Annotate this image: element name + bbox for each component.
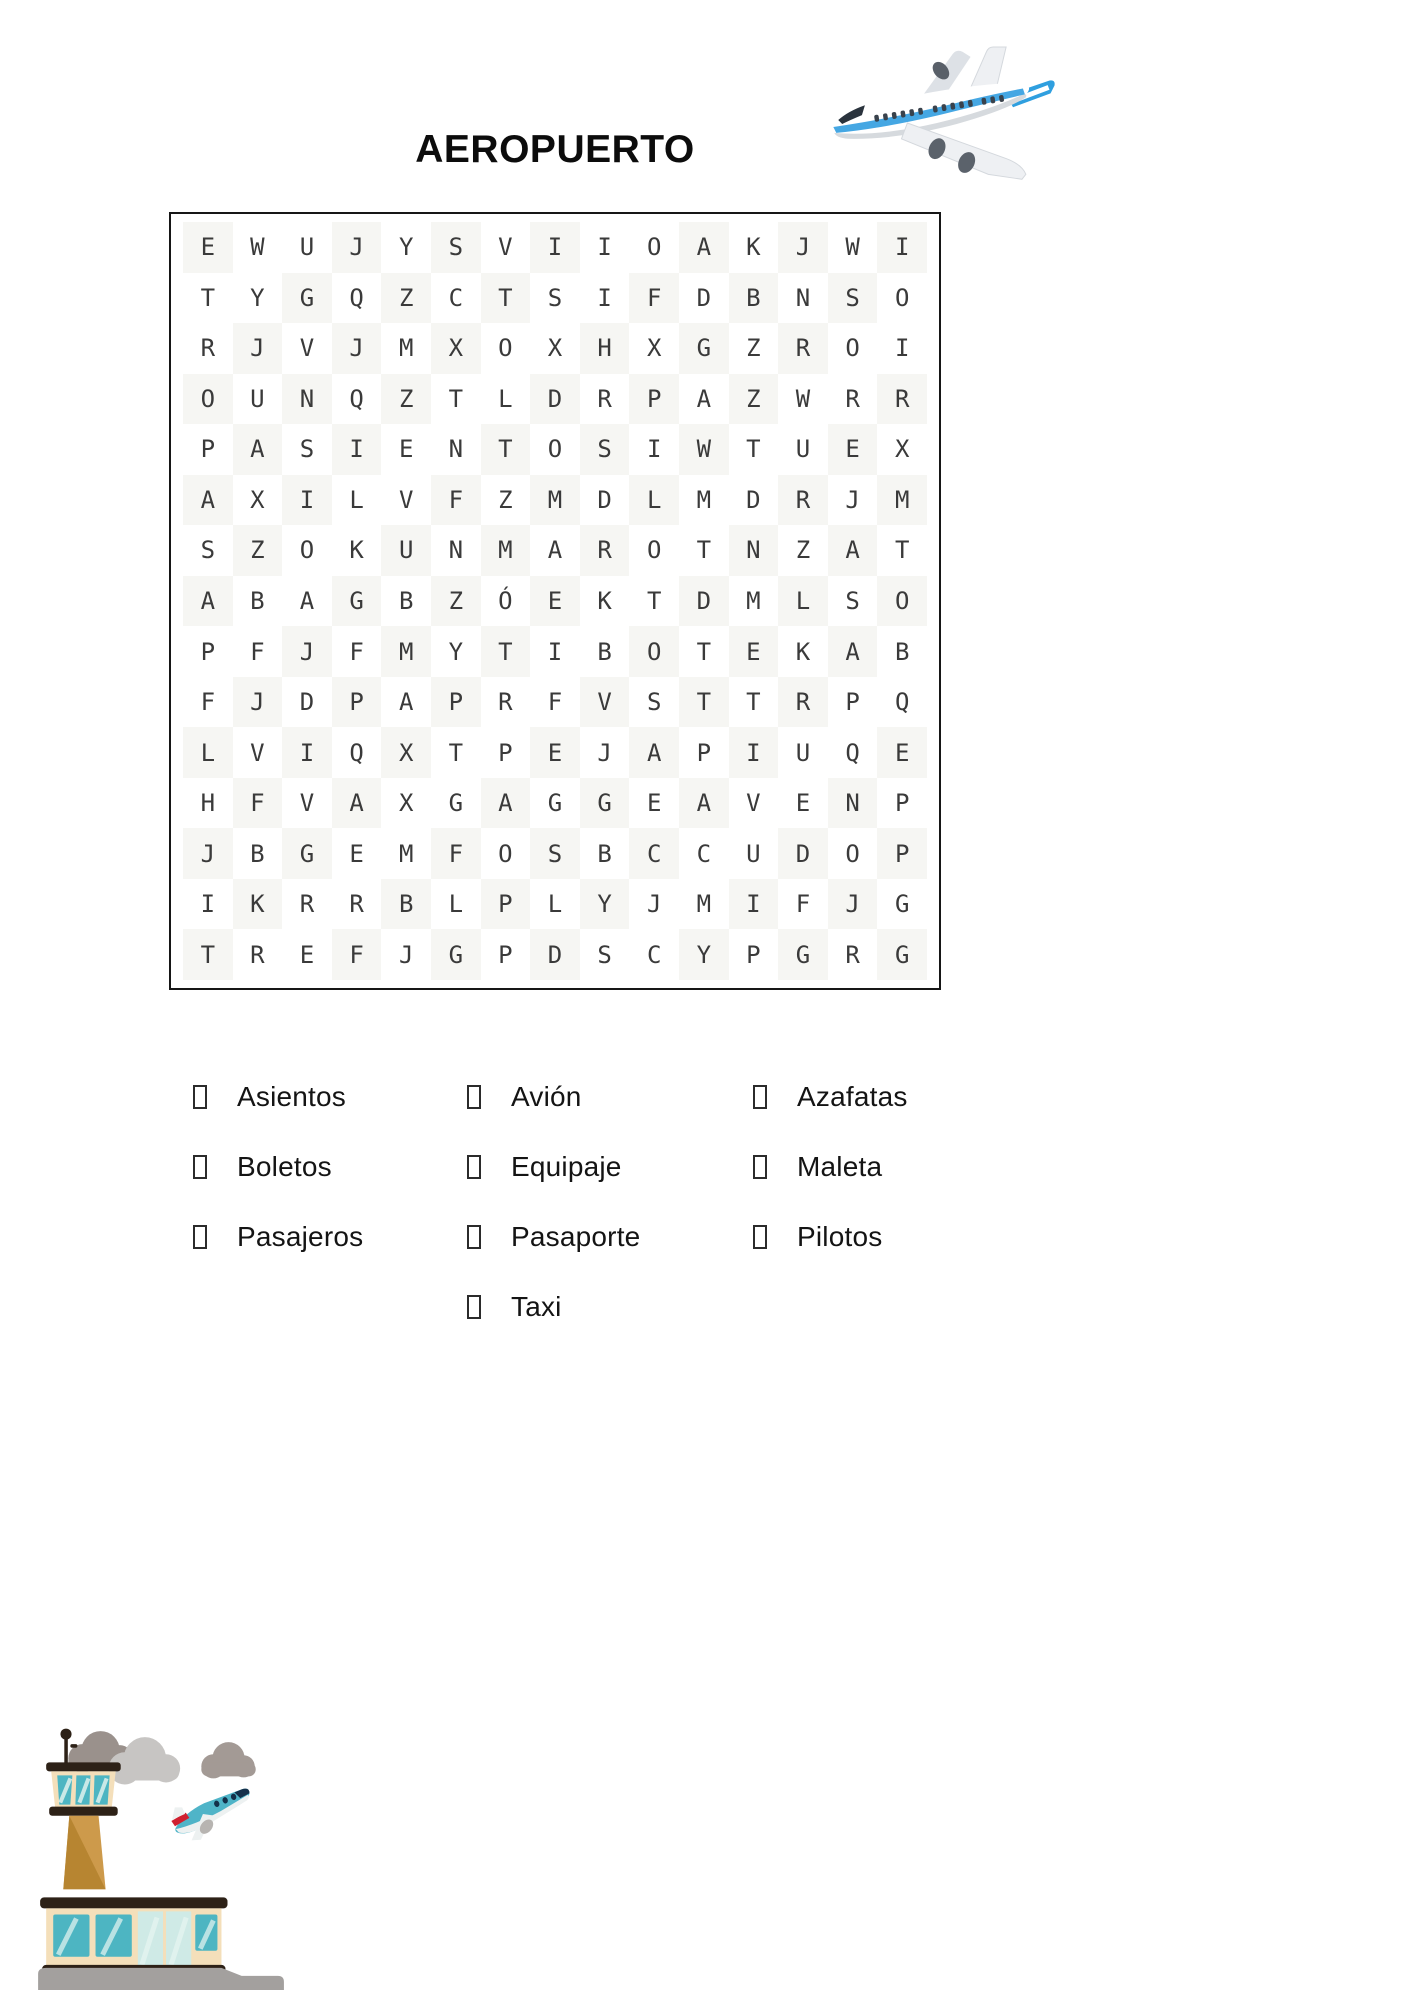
grid-cell: J: [332, 323, 382, 374]
word-checkbox[interactable]: [467, 1085, 481, 1109]
grid-cell: P: [332, 677, 382, 728]
grid-cell: L: [629, 475, 679, 526]
word-checkbox[interactable]: [193, 1225, 207, 1249]
grid-cell: E: [530, 576, 580, 627]
grid-cell: P: [431, 677, 481, 728]
grid-cell: T: [183, 929, 233, 980]
runway-ground-icon: [38, 1968, 284, 1990]
grid-cell: N: [448, 536, 464, 565]
grid-cell: N: [795, 283, 811, 312]
grid-cell: F: [629, 273, 679, 324]
grid-cell: I: [729, 879, 779, 930]
grid-cell: R: [597, 384, 612, 413]
grid-cell: R: [778, 323, 828, 374]
grid-cell: O: [547, 435, 563, 464]
grid-cell: G: [332, 576, 382, 627]
grid-cell: I: [646, 435, 662, 464]
grid-cell: E: [646, 789, 662, 818]
grid-cell: L: [349, 485, 364, 514]
grid-cell: J: [183, 828, 233, 879]
grid-cell: P: [877, 828, 927, 879]
grid-cell: I: [597, 233, 612, 262]
grid-cell: R: [299, 890, 315, 919]
grid-cell: Z: [729, 374, 779, 425]
grid-cell: X: [431, 323, 481, 374]
grid-cell: Y: [580, 879, 630, 930]
grid-cell: V: [398, 485, 414, 514]
grid-cell: R: [498, 688, 513, 717]
grid-cell: B: [381, 879, 431, 930]
grid-cell: E: [349, 839, 364, 868]
grid-cell: I: [200, 890, 216, 919]
grid-cell: S: [530, 828, 580, 879]
word-label: Boletos: [237, 1151, 332, 1182]
grid-cell: T: [448, 738, 464, 767]
grid-cell: J: [332, 222, 382, 273]
grid-cell: A: [696, 384, 712, 413]
grid-cell: B: [894, 637, 910, 666]
grid-cell: X: [381, 727, 431, 778]
cloud-right-icon: [201, 1742, 255, 1778]
grid-cell: F: [332, 929, 382, 980]
grid-cell: M: [530, 475, 580, 526]
grid-cell: M: [746, 586, 761, 615]
grid-cell: C: [629, 828, 679, 879]
grid-cell: D: [530, 929, 580, 980]
grid-cell: P: [200, 435, 216, 464]
grid-cell: O: [877, 576, 927, 627]
word-label: Taxi: [511, 1291, 562, 1322]
grid-cell: O: [646, 233, 662, 262]
grid-cell: F: [431, 475, 481, 526]
grid-cell: A: [233, 424, 283, 475]
grid-cell: G: [580, 778, 630, 829]
grid-cell: N: [828, 778, 878, 829]
grid-cell: O: [498, 839, 513, 868]
grid-cell: W: [795, 384, 811, 413]
word-item: [193, 1080, 363, 1114]
grid-cell: P: [498, 738, 513, 767]
grid-cell: F: [349, 637, 364, 666]
grid-cell: J: [233, 677, 283, 728]
word-item: [193, 1150, 363, 1184]
grid-cell: Y: [679, 929, 729, 980]
grid-cell: O: [498, 334, 513, 363]
grid-cell: H: [200, 789, 216, 818]
grid-cell: G: [778, 929, 828, 980]
grid-cell: E: [398, 435, 414, 464]
grid-cell: G: [282, 828, 332, 879]
word-item: [193, 1220, 363, 1254]
grid-cell: R: [778, 677, 828, 728]
word-label: Equipaje: [511, 1151, 622, 1182]
grid-cell: H: [580, 323, 630, 374]
grid-cell: F: [200, 688, 216, 717]
airport-icon: [24, 1720, 294, 1990]
grid-cell: E: [299, 940, 315, 969]
grid-cell: G: [431, 929, 481, 980]
grid-cell: F: [547, 688, 563, 717]
grid-cell: C: [646, 940, 662, 969]
grid-cell: P: [894, 789, 910, 818]
grid-cell: I: [597, 283, 612, 312]
grid-cell: Z: [795, 536, 811, 565]
grid-cell: B: [597, 637, 612, 666]
grid-cell: A: [398, 688, 414, 717]
grid-cell: V: [746, 789, 761, 818]
grid-cell: R: [200, 334, 216, 363]
grid-cell: C: [696, 839, 712, 868]
grid-cell: D: [746, 485, 761, 514]
grid-cell: P: [746, 940, 761, 969]
grid-cell: K: [795, 637, 811, 666]
grid-cell: T: [679, 677, 729, 728]
grid-cell: R: [845, 384, 860, 413]
word-label: Azafatas: [797, 1081, 908, 1112]
word-label: Maleta: [797, 1151, 883, 1182]
word-search-grid: [169, 212, 941, 990]
terminal-building-icon: [40, 1897, 227, 1974]
grid-cell: L: [778, 576, 828, 627]
grid-cell: J: [778, 222, 828, 273]
word-checkbox[interactable]: [467, 1225, 481, 1249]
grid-cell: S: [200, 536, 216, 565]
grid-cell: F: [795, 890, 811, 919]
small-plane-icon: [168, 1786, 258, 1846]
grid-cell: B: [398, 586, 414, 615]
grid-cell: I: [547, 637, 563, 666]
grid-cell: T: [696, 536, 712, 565]
grid-cell: Z: [498, 485, 513, 514]
grid-cell: E: [183, 222, 233, 273]
grid-cell: O: [845, 334, 860, 363]
grid-cell: R: [580, 525, 630, 576]
word-item: [753, 1220, 908, 1254]
grid-cell: B: [250, 839, 265, 868]
grid-cell: S: [547, 283, 563, 312]
grid-cell: N: [282, 374, 332, 425]
grid-cell: T: [481, 273, 531, 324]
grid-cell: S: [580, 424, 630, 475]
grid-cell: Q: [349, 738, 364, 767]
grid-cell: L: [498, 384, 513, 413]
grid-cell: U: [746, 839, 761, 868]
grid-cell: O: [629, 626, 679, 677]
grid-cell: W: [679, 424, 729, 475]
grid-cell: P: [845, 688, 860, 717]
grid-cell: E: [530, 727, 580, 778]
grid-cell: Y: [250, 283, 265, 312]
grid-cell: E: [729, 626, 779, 677]
grid-cell: G: [877, 929, 927, 980]
grid-cell: Q: [349, 283, 364, 312]
grid-cell: J: [597, 738, 612, 767]
grid-cell: A: [183, 475, 233, 526]
grid-cell: T: [696, 637, 712, 666]
grid-cell: R: [250, 940, 265, 969]
word-item: [753, 1080, 908, 1114]
grid-cell: O: [894, 283, 910, 312]
grid-cell: T: [481, 424, 531, 475]
grid-cell: C: [448, 283, 464, 312]
grid-cell: T: [646, 586, 662, 615]
grid-cell: M: [398, 334, 414, 363]
word-checkbox[interactable]: [467, 1295, 481, 1319]
grid-cell: F: [431, 828, 481, 879]
grid-cell: A: [547, 536, 563, 565]
grid-cell: T: [481, 626, 531, 677]
word-item: [753, 1150, 908, 1184]
grid-cell: N: [729, 525, 779, 576]
grid-cell: M: [877, 475, 927, 526]
grid-cell: P: [200, 637, 216, 666]
grid-cell: D: [530, 374, 580, 425]
grid-cell: V: [580, 677, 630, 728]
grid-cell: A: [828, 525, 878, 576]
grid-cell: Y: [448, 637, 464, 666]
grid-cell: B: [250, 586, 265, 615]
word-label: Pasajeros: [237, 1221, 364, 1252]
grid-cell: K: [349, 536, 364, 565]
grid-cell: S: [597, 940, 612, 969]
grid-cell: R: [349, 890, 364, 919]
grid-cell: X: [646, 334, 662, 363]
grid-cell: E: [877, 727, 927, 778]
grid-cell: Z: [431, 576, 481, 627]
grid-cell: O: [183, 374, 233, 425]
grid-cell: D: [597, 485, 612, 514]
grid-cell: S: [828, 273, 878, 324]
grid-cell: N: [448, 435, 464, 464]
grid-cell: J: [398, 940, 414, 969]
grid-cell: I: [877, 222, 927, 273]
grid-cell: M: [398, 839, 414, 868]
grid-cell: W: [845, 233, 860, 262]
word-checkbox[interactable]: [753, 1225, 767, 1249]
grid-cell: M: [696, 485, 712, 514]
word-checkbox[interactable]: [467, 1155, 481, 1179]
word-item: [467, 1290, 640, 1324]
word-label: Asientos: [237, 1081, 346, 1112]
grid-cell: Z: [381, 374, 431, 425]
grid-cell: G: [448, 789, 464, 818]
page-title: AEROPUERTO: [415, 128, 695, 171]
grid-cell: T: [746, 435, 761, 464]
grid-cell: D: [299, 688, 315, 717]
word-label: Pilotos: [797, 1221, 883, 1252]
grid-cell: P: [696, 738, 712, 767]
grid-cell: V: [250, 738, 265, 767]
grid-cell: Q: [845, 738, 860, 767]
grid-cell: E: [828, 424, 878, 475]
grid-cell: K: [746, 233, 761, 262]
grid-cell: J: [646, 890, 662, 919]
grid-cell: U: [795, 738, 811, 767]
grid-cell: O: [845, 839, 860, 868]
grid-cell: W: [250, 233, 265, 262]
word-item: [467, 1080, 640, 1114]
grid-cell: U: [250, 384, 265, 413]
grid-cell: I: [530, 222, 580, 273]
grid-cell: X: [250, 485, 265, 514]
grid-cell: K: [233, 879, 283, 930]
grid-cell: A: [679, 222, 729, 273]
grid-cell: U: [795, 435, 811, 464]
grid-cell: V: [299, 789, 315, 818]
grid-cell: A: [629, 727, 679, 778]
word-item: [467, 1150, 640, 1184]
grid-cell: S: [299, 435, 315, 464]
grid-cell: D: [696, 283, 712, 312]
grid-cell: Z: [746, 334, 761, 363]
word-item: [467, 1220, 640, 1254]
grid-cell: O: [646, 536, 662, 565]
grid-cell: G: [894, 890, 910, 919]
grid-cell: J: [828, 879, 878, 930]
grid-cell: F: [250, 637, 265, 666]
grid-cell: A: [183, 576, 233, 627]
word-checkbox[interactable]: [193, 1155, 207, 1179]
grid-cell: Q: [894, 688, 910, 717]
grid-cell: I: [729, 727, 779, 778]
grid-cell: T: [746, 688, 761, 717]
word-label: Pasaporte: [511, 1221, 641, 1252]
grid-cell: P: [498, 940, 513, 969]
grid-cell: G: [282, 273, 332, 324]
grid-cell: S: [845, 586, 860, 615]
grid-cell: M: [696, 890, 712, 919]
grid-cell: I: [282, 727, 332, 778]
grid-cell: D: [679, 576, 729, 627]
grid-cell: J: [233, 323, 283, 374]
grid-cell: R: [845, 940, 860, 969]
grid-cell: R: [778, 475, 828, 526]
word-checkbox[interactable]: [193, 1085, 207, 1109]
grid-cell: U: [299, 233, 315, 262]
grid-cell: Q: [349, 384, 364, 413]
grid-cell: P: [481, 879, 531, 930]
cloud-light-icon: [109, 1737, 181, 1784]
grid-cell: G: [679, 323, 729, 374]
grid-cell: L: [448, 890, 464, 919]
grid-cell: I: [332, 424, 382, 475]
grid-cell: A: [828, 626, 878, 677]
grid-cell: R: [877, 374, 927, 425]
grid-cell: A: [481, 778, 531, 829]
word-list-column-3: [753, 1080, 908, 1290]
grid-cell: M: [481, 525, 531, 576]
grid-cell: J: [845, 485, 860, 514]
grid-cell: A: [299, 586, 315, 615]
grid-cell: Z: [233, 525, 283, 576]
grid-cell: Ó: [498, 586, 513, 615]
grid-cell: L: [547, 890, 563, 919]
grid-cell: F: [233, 778, 283, 829]
grid-cell: B: [729, 273, 779, 324]
grid-cell: L: [183, 727, 233, 778]
grid-cell: V: [498, 233, 513, 262]
grid-cell: B: [597, 839, 612, 868]
grid-cell: Y: [398, 233, 414, 262]
grid-cell: K: [597, 586, 612, 615]
grid-cell: T: [894, 536, 910, 565]
grid-cell: A: [332, 778, 382, 829]
grid-cell: E: [795, 789, 811, 818]
grid-cell: U: [381, 525, 431, 576]
grid-cell: T: [448, 384, 464, 413]
grid-cell: S: [431, 222, 481, 273]
grid-cell: V: [299, 334, 315, 363]
grid-cell: I: [894, 334, 910, 363]
grid-cell: I: [282, 475, 332, 526]
word-list-column-2: [467, 1080, 640, 1360]
grid-cell: D: [778, 828, 828, 879]
grid-cell: X: [398, 789, 414, 818]
grid-cell: G: [547, 789, 563, 818]
grid-cell: M: [381, 626, 431, 677]
grid-cell: X: [547, 334, 563, 363]
grid-cell: J: [282, 626, 332, 677]
grid-cell: P: [629, 374, 679, 425]
airplane-icon: [816, 44, 1058, 202]
grid-cell: O: [299, 536, 315, 565]
grid-cell: A: [679, 778, 729, 829]
word-list-column-1: [193, 1080, 363, 1290]
grid-cell: Z: [381, 273, 431, 324]
word-checkbox[interactable]: [753, 1155, 767, 1179]
word-checkbox[interactable]: [753, 1085, 767, 1109]
grid-cell: S: [646, 688, 662, 717]
word-label: Avión: [511, 1081, 582, 1112]
grid-cell: X: [894, 435, 910, 464]
grid-cell: T: [200, 283, 216, 312]
